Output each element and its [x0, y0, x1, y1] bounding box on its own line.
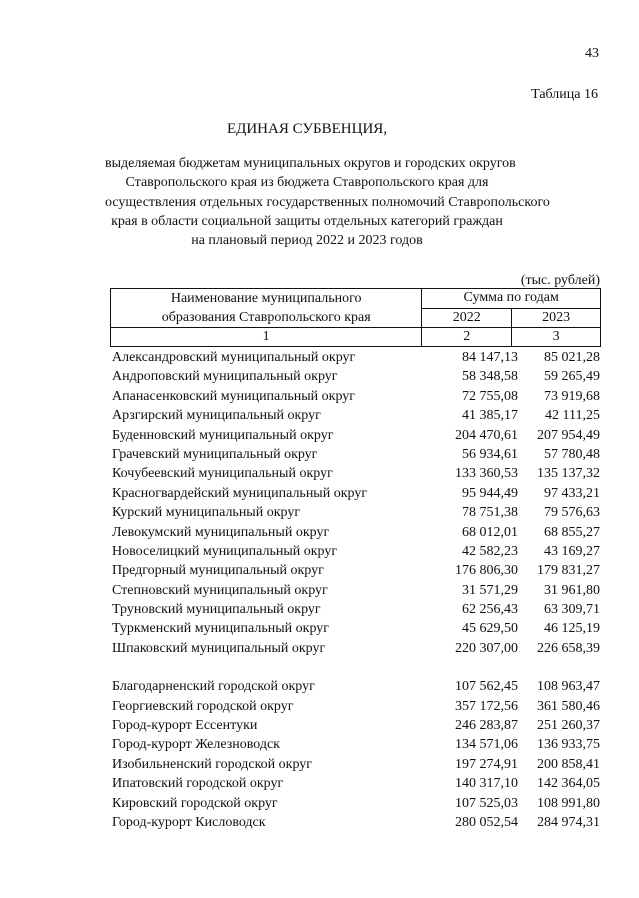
subtitle-line: Ставропольского края из бюджета Ставропольского края для: [125, 175, 489, 191]
row-value-2023: 142 364,05: [537, 776, 600, 792]
table-header: [110, 288, 601, 347]
table-row: [110, 464, 601, 483]
row-value-2023: 57 780,48: [544, 446, 600, 462]
table-row: [110, 735, 601, 754]
row-value-2023: 59 265,49: [544, 369, 600, 385]
table-row: [110, 677, 601, 696]
table-row: [110, 426, 601, 445]
table-row: [110, 367, 601, 386]
header-col-number-2: 2: [422, 328, 512, 347]
subtitle-line: края в области социальной защиты отдельных категорий граждан: [111, 213, 503, 229]
row-value-2022: 72 755,08: [462, 388, 518, 404]
row-value-2022: 197 274,91: [455, 756, 518, 772]
row-value-2022: 280 052,54: [455, 814, 518, 830]
units-label: (тыс. рублей): [520, 273, 600, 288]
row-name: Изобильненский городской округ: [112, 756, 313, 772]
row-value-2023: 135 137,32: [537, 466, 600, 482]
table-row: [110, 774, 601, 793]
row-value-2023: 85 021,28: [544, 350, 600, 365]
row-value-2023: 63 309,71: [544, 602, 600, 618]
row-value-2023: 108 963,47: [537, 679, 600, 695]
table-row: [110, 716, 601, 735]
row-value-2022: 95 944,49: [462, 485, 518, 501]
row-value-2022: 45 629,50: [462, 621, 518, 637]
row-value-2022: 204 470,61: [455, 427, 518, 443]
row-value-2023: 200 858,41: [537, 756, 600, 772]
row-value-2022: 78 751,38: [462, 505, 518, 521]
row-value-2022: 220 307,00: [455, 640, 518, 656]
table-row: [110, 600, 601, 619]
header-sum-cell: Сумма по годам: [422, 289, 601, 309]
row-name: Буденновский муниципальный округ: [112, 427, 334, 443]
table-row: [110, 387, 601, 406]
row-name: Кировский городской округ: [112, 795, 278, 811]
row-value-2022: 107 525,03: [455, 795, 518, 811]
header-year-2023: 2023: [512, 308, 601, 328]
row-name: Кочубеевский муниципальный округ: [112, 466, 333, 482]
table-row: [110, 348, 601, 367]
row-name: Левокумский муниципальный округ: [112, 524, 330, 540]
page-number: 43: [585, 46, 599, 61]
row-value-2023: 179 831,27: [537, 563, 600, 579]
row-value-2022: 41 385,17: [462, 408, 518, 424]
row-name: Андроповский муниципальный округ: [112, 369, 338, 385]
table-row: [110, 542, 601, 561]
table-label: Таблица 16: [531, 87, 598, 102]
row-name: Труновский муниципальный округ: [112, 602, 321, 618]
table-row: [110, 697, 601, 716]
row-value-2022: 246 283,87: [455, 718, 518, 734]
row-value-2022: 357 172,56: [455, 698, 518, 714]
row-value-2022: 68 012,01: [462, 524, 518, 540]
table-row: [110, 406, 601, 425]
row-name: Арзгирский муниципальный округ: [112, 408, 321, 424]
row-name: Благодарненский городской округ: [112, 679, 315, 695]
row-name: Курский муниципальный округ: [112, 505, 301, 521]
row-value-2023: 207 954,49: [537, 427, 600, 443]
row-value-2023: 108 991,80: [537, 795, 600, 811]
document-title: ЕДИНАЯ СУБВЕНЦИЯ,: [226, 121, 388, 137]
row-value-2023: 46 125,19: [544, 621, 600, 637]
row-name: Грачевский муниципальный округ: [112, 446, 318, 462]
row-value-2023: 251 260,37: [537, 718, 600, 734]
row-name: Апанасенковский муниципальный округ: [112, 388, 356, 404]
row-value-2022: 176 806,30: [455, 563, 518, 579]
table-row: [110, 484, 601, 503]
table-body: [110, 348, 601, 832]
row-value-2022: 140 317,10: [455, 776, 518, 792]
row-name: Георгиевский городской округ: [112, 698, 294, 714]
row-name: Город-курорт Кисловодск: [112, 814, 266, 830]
table-row: [110, 639, 601, 658]
section-gap: [110, 658, 601, 677]
header-col-number-1: 1: [111, 328, 422, 347]
table-row: [110, 523, 601, 542]
table-row: [110, 755, 601, 774]
row-value-2023: 136 933,75: [537, 737, 600, 753]
row-value-2022: 62 256,43: [462, 602, 518, 618]
row-name: Город-курорт Железноводск: [112, 737, 280, 753]
row-value-2023: 97 433,21: [544, 485, 600, 501]
row-value-2022: 134 571,06: [455, 737, 518, 753]
table-row: [110, 813, 601, 832]
row-value-2022: 58 348,58: [462, 369, 518, 385]
row-value-2023: 284 974,31: [537, 814, 600, 830]
row-value-2023: 42 111,25: [545, 408, 600, 424]
row-name: Новоселицкий муниципальный округ: [112, 543, 338, 559]
document-subtitle: [105, 154, 550, 250]
table-row: [110, 445, 601, 464]
row-value-2023: 226 658,39: [537, 640, 600, 656]
row-name: Красногвардейский муниципальный округ: [112, 485, 368, 501]
subtitle-line: выделяемая бюджетам муниципальных округов и городских округов: [105, 156, 516, 171]
header-name-cell: [111, 289, 422, 328]
header-name-line1: Наименование муниципального: [170, 291, 362, 306]
row-value-2022: 42 582,23: [462, 543, 518, 559]
row-name: Туркменский муниципальный округ: [112, 621, 329, 637]
header-name-line2: образования Ставропольского края: [161, 310, 371, 325]
table-row: [110, 561, 601, 580]
row-name: Шпаковский муниципальный округ: [112, 640, 326, 656]
row-value-2023: 73 919,68: [544, 388, 600, 404]
header-year-2022: 2022: [422, 308, 512, 328]
row-value-2022: 56 934,61: [462, 446, 518, 462]
row-value-2023: 68 855,27: [544, 524, 600, 540]
row-name: Степновский муниципальный округ: [112, 582, 328, 598]
row-name: Александровский муниципальный округ: [112, 350, 356, 365]
row-value-2023: 43 169,27: [544, 543, 600, 559]
row-value-2022: 31 571,29: [462, 582, 518, 598]
row-value-2023: 361 580,46: [537, 698, 600, 714]
subtitle-line: осуществления отдельных государственных полномочий Ставропольского: [105, 194, 550, 210]
row-value-2023: 79 576,63: [544, 505, 600, 521]
header-col-number-3: 3: [512, 328, 601, 347]
row-name: Город-курорт Ессентуки: [112, 718, 258, 734]
row-value-2022: 107 562,45: [455, 679, 518, 695]
table-row: [110, 503, 601, 522]
row-name: Предгорный муниципальный округ: [112, 563, 324, 579]
row-value-2022: 133 360,53: [455, 466, 518, 482]
table-row: [110, 794, 601, 813]
subtitle-line: на плановый период 2022 и 2023 годов: [191, 233, 423, 249]
table-row: [110, 581, 601, 600]
row-value-2023: 31 961,80: [544, 582, 600, 598]
row-value-2022: 84 147,13: [462, 350, 518, 365]
table-row: [110, 619, 601, 638]
title-block: [105, 121, 550, 250]
row-name: Ипатовский городской округ: [112, 776, 284, 792]
